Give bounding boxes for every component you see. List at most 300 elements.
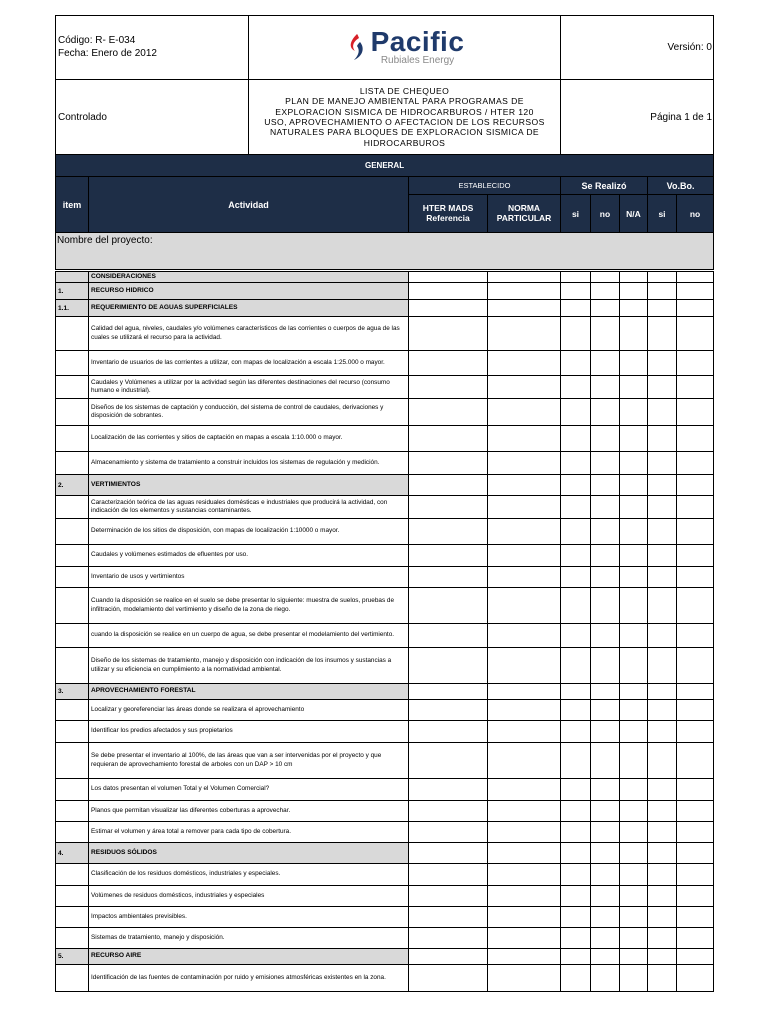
si-check-cell[interactable]: [561, 965, 591, 992]
vobo-si-cell[interactable]: [648, 648, 677, 684]
item-number: [56, 743, 89, 779]
checklist-row: [56, 399, 714, 426]
item-number: [56, 272, 89, 283]
vobo-no-cell[interactable]: [677, 624, 714, 648]
company-logo-subtitle: Rubiales Energy: [380, 55, 455, 66]
norma-particular-cell[interactable]: [488, 965, 561, 992]
hter-mads-cell[interactable]: [409, 864, 488, 886]
si-check-cell[interactable]: [561, 317, 591, 351]
vobo-si-cell[interactable]: [648, 519, 677, 545]
no-check-cell[interactable]: [591, 351, 620, 376]
norma-particular-cell[interactable]: [488, 399, 561, 426]
controlled-label: Controlado: [58, 111, 107, 123]
company-logo-text: Pacific: [370, 26, 465, 57]
item-header: item: [56, 177, 89, 233]
no-check-cell[interactable]: [591, 452, 620, 475]
checklist-row: [56, 965, 714, 992]
code-date-cell: [56, 16, 249, 80]
vobo-si-cell[interactable]: [648, 886, 677, 907]
hter-mads-cell[interactable]: [409, 351, 488, 376]
na-check-cell[interactable]: [620, 300, 648, 317]
na-check-cell[interactable]: [620, 624, 648, 648]
vobo-no-cell[interactable]: [677, 721, 714, 743]
vobo-no-cell[interactable]: [677, 283, 714, 300]
hter-mads-cell[interactable]: [409, 743, 488, 779]
norma-particular-cell[interactable]: [488, 721, 561, 743]
hter-mads-cell[interactable]: [409, 779, 488, 801]
na-check-cell[interactable]: [620, 283, 648, 300]
activity-text: Diseños de los sistemas de captación y conducción, del sistema de control de caudales, derivaciones y disposición de sobrantes.: [89, 399, 409, 426]
na-check-cell[interactable]: [620, 928, 648, 949]
vobo-no-cell[interactable]: [677, 300, 714, 317]
title-line: NATURALES PARA BLOQUES DE EXPLORACION SISMICA DE: [269, 127, 540, 138]
norma-particular-header: [488, 195, 561, 233]
checklist-row: [56, 317, 714, 351]
na-check-cell[interactable]: [620, 496, 648, 519]
si-check-cell[interactable]: [561, 545, 591, 567]
na-check-cell[interactable]: [620, 317, 648, 351]
hter-mads-cell[interactable]: [409, 949, 488, 965]
vobo-si-cell[interactable]: [648, 684, 677, 700]
project-name-label: Nombre del proyecto:: [57, 235, 153, 246]
vobo-no-cell[interactable]: [677, 545, 714, 567]
si-check-cell[interactable]: [561, 886, 591, 907]
vobo-si-cell[interactable]: [648, 376, 677, 399]
hter-mads-cell[interactable]: [409, 475, 488, 496]
vobo-si-cell[interactable]: [648, 588, 677, 624]
vobo-no-cell[interactable]: [677, 496, 714, 519]
norma-particular-cell[interactable]: [488, 376, 561, 399]
item-number: [56, 700, 89, 721]
na-check-cell[interactable]: [620, 272, 648, 283]
no-check-cell[interactable]: [591, 399, 620, 426]
hter-mads-cell[interactable]: [409, 684, 488, 700]
si-check-cell[interactable]: [561, 700, 591, 721]
checklist-row: [56, 496, 714, 519]
vobo-no-cell[interactable]: [677, 928, 714, 949]
no-check-cell[interactable]: [591, 928, 620, 949]
item-number: [56, 496, 89, 519]
vobo-si-cell[interactable]: [648, 949, 677, 965]
norma-particular-cell[interactable]: [488, 496, 561, 519]
hter-mads-cell[interactable]: [409, 928, 488, 949]
checklist-row: [56, 886, 714, 907]
vobo-no-cell[interactable]: [677, 519, 714, 545]
hter-mads-cell[interactable]: [409, 399, 488, 426]
no-check-cell[interactable]: [591, 949, 620, 965]
hter-mads-cell[interactable]: [409, 283, 488, 300]
si-check-cell[interactable]: [561, 351, 591, 376]
hter-mads-cell[interactable]: [409, 822, 488, 843]
document-title: [249, 80, 561, 155]
vobo-no-cell[interactable]: [677, 426, 714, 452]
document-date: Fecha: Enero de 2012: [58, 47, 157, 59]
hter-mads-cell[interactable]: [409, 648, 488, 684]
checklist-row: [56, 721, 714, 743]
na-check-cell[interactable]: [620, 843, 648, 864]
activity-text: Inventario de usos y vertimientos: [89, 567, 409, 588]
vobo-si-cell[interactable]: [648, 624, 677, 648]
section-title: APROVECHAMIENTO FORESTAL: [89, 684, 409, 700]
si-check-cell[interactable]: [561, 519, 591, 545]
vobo-si-cell[interactable]: [648, 545, 677, 567]
norma-particular-cell[interactable]: [488, 743, 561, 779]
no-check-cell[interactable]: [591, 648, 620, 684]
si-check-cell[interactable]: [561, 684, 591, 700]
si-check-cell[interactable]: [561, 496, 591, 519]
vobo-si-cell[interactable]: [648, 317, 677, 351]
item-number: [56, 545, 89, 567]
vobo-si-cell[interactable]: [648, 475, 677, 496]
checklist-row: [56, 700, 714, 721]
na-check-cell[interactable]: [620, 684, 648, 700]
vobo-no-cell[interactable]: [677, 949, 714, 965]
hter-mads-cell[interactable]: [409, 545, 488, 567]
activity-text: Almacenamiento y sistema de tratamiento a construir incluidos los sistemas de regulación y medición.: [89, 452, 409, 475]
si-check-cell[interactable]: [561, 843, 591, 864]
hter-mads-cell[interactable]: [409, 426, 488, 452]
na-check-cell[interactable]: [620, 351, 648, 376]
vobo-no-cell[interactable]: [677, 648, 714, 684]
norma-particular-cell[interactable]: [488, 949, 561, 965]
general-header: [56, 155, 714, 177]
vobo-si-cell[interactable]: [648, 351, 677, 376]
vobo-si-cell[interactable]: [648, 496, 677, 519]
na-check-cell[interactable]: [620, 588, 648, 624]
na-check-cell[interactable]: [620, 519, 648, 545]
hter-mads-cell[interactable]: [409, 272, 488, 283]
no-check-cell[interactable]: [591, 907, 620, 928]
hter-mads-cell[interactable]: [409, 317, 488, 351]
na-check-cell[interactable]: [620, 376, 648, 399]
checklist-row: [56, 519, 714, 545]
no-check-cell[interactable]: [591, 519, 620, 545]
item-number: [56, 801, 89, 822]
na-check-cell[interactable]: [620, 907, 648, 928]
norma-particular-cell[interactable]: [488, 684, 561, 700]
vobo-si-cell[interactable]: [648, 743, 677, 779]
activity-text: Localización de las corrientes y sitios de captación en mapas a escala 1:10.000 o mayor.: [89, 426, 409, 452]
na-check-cell[interactable]: [620, 567, 648, 588]
hter-mads-cell[interactable]: [409, 376, 488, 399]
norma-particular-cell[interactable]: [488, 452, 561, 475]
hter-mads-cell[interactable]: [409, 886, 488, 907]
norma-particular-cell[interactable]: [488, 475, 561, 496]
item-number: [56, 351, 89, 376]
title-line: USO, APROVECHAMIENTO O AFECTACION DE LOS RECURSOS: [264, 117, 545, 127]
norma-particular-cell[interactable]: [488, 588, 561, 624]
si-check-cell[interactable]: [561, 801, 591, 822]
no-check-cell[interactable]: [591, 843, 620, 864]
si-header: si: [561, 195, 591, 233]
si-check-cell[interactable]: [561, 648, 591, 684]
norma-particular-cell[interactable]: [488, 272, 561, 283]
hter-mads-cell[interactable]: [409, 907, 488, 928]
vobo-no-header: no: [677, 195, 714, 233]
vobo-si-cell[interactable]: [648, 965, 677, 992]
norma-line: NORMA: [507, 202, 541, 213]
vobo-no-cell[interactable]: [677, 475, 714, 496]
si-check-cell[interactable]: [561, 949, 591, 965]
hter-mads-cell[interactable]: [409, 567, 488, 588]
na-check-cell[interactable]: [620, 648, 648, 684]
item-number: 2.: [56, 475, 89, 496]
si-check-cell[interactable]: [561, 300, 591, 317]
norma-particular-cell[interactable]: [488, 519, 561, 545]
checklist-row: [56, 545, 714, 567]
approval-header: Vo.Bo.: [648, 177, 714, 195]
norma-particular-cell[interactable]: [488, 624, 561, 648]
no-check-cell[interactable]: [591, 822, 620, 843]
vobo-no-cell[interactable]: [677, 399, 714, 426]
no-check-cell[interactable]: [591, 300, 620, 317]
checklist-row: [56, 351, 714, 376]
hter-line: HTER MADS: [422, 202, 474, 213]
no-check-cell[interactable]: [591, 886, 620, 907]
vobo-no-cell[interactable]: [677, 743, 714, 779]
section-row: [56, 272, 714, 283]
na-check-cell[interactable]: [620, 743, 648, 779]
vobo-no-cell[interactable]: [677, 452, 714, 475]
si-check-cell[interactable]: [561, 475, 591, 496]
norma-particular-cell[interactable]: [488, 567, 561, 588]
na-check-cell[interactable]: [620, 801, 648, 822]
si-check-cell[interactable]: [561, 624, 591, 648]
norma-particular-cell[interactable]: [488, 864, 561, 886]
section-row: [56, 684, 714, 700]
item-number: [56, 928, 89, 949]
activity-text: Caudales y volúmenes estimados de efluentes por uso.: [89, 545, 409, 567]
general-label: GENERAL: [364, 161, 405, 170]
hter-mads-cell[interactable]: [409, 965, 488, 992]
no-check-cell[interactable]: [591, 496, 620, 519]
norma-particular-cell[interactable]: [488, 928, 561, 949]
vobo-si-cell[interactable]: [648, 721, 677, 743]
norma-particular-cell[interactable]: [488, 300, 561, 317]
na-check-cell[interactable]: [620, 452, 648, 475]
no-check-cell[interactable]: [591, 801, 620, 822]
norma-particular-cell[interactable]: [488, 700, 561, 721]
vobo-si-cell[interactable]: [648, 399, 677, 426]
activity-text: Clasificación de los residuos domésticos, industriales y especiales.: [89, 864, 409, 886]
vobo-no-cell[interactable]: [677, 351, 714, 376]
norma-particular-cell[interactable]: [488, 801, 561, 822]
vobo-no-cell[interactable]: [677, 700, 714, 721]
section-row: [56, 843, 714, 864]
hter-mads-cell[interactable]: [409, 624, 488, 648]
no-check-cell[interactable]: [591, 743, 620, 779]
vobo-no-cell[interactable]: [677, 843, 714, 864]
no-check-cell[interactable]: [591, 475, 620, 496]
no-check-cell[interactable]: [591, 426, 620, 452]
pacific-flame-icon: [345, 32, 367, 62]
vobo-si-cell[interactable]: [648, 822, 677, 843]
si-check-cell[interactable]: [561, 822, 591, 843]
si-check-cell[interactable]: [561, 779, 591, 801]
item-number: 3.: [56, 684, 89, 700]
no-check-cell[interactable]: [591, 700, 620, 721]
item-number: [56, 452, 89, 475]
si-check-cell[interactable]: [561, 399, 591, 426]
si-check-cell[interactable]: [561, 864, 591, 886]
vobo-si-cell[interactable]: [648, 907, 677, 928]
hter-mads-cell[interactable]: [409, 588, 488, 624]
vobo-no-cell[interactable]: [677, 317, 714, 351]
vobo-si-cell[interactable]: [648, 928, 677, 949]
section-title: RECURSO AIRE: [89, 949, 409, 965]
section-title: CONSIDERACIONES: [89, 272, 409, 283]
norma-particular-cell[interactable]: [488, 426, 561, 452]
si-check-cell[interactable]: [561, 272, 591, 283]
na-check-cell[interactable]: [620, 822, 648, 843]
na-check-cell[interactable]: [620, 475, 648, 496]
vobo-si-cell[interactable]: [648, 300, 677, 317]
vobo-no-cell[interactable]: [677, 886, 714, 907]
no-check-cell[interactable]: [591, 864, 620, 886]
activity-text: Planos que permitan visualizar las diferentes coberturas a aprovechar.: [89, 801, 409, 822]
na-check-cell[interactable]: [620, 864, 648, 886]
no-check-cell[interactable]: [591, 272, 620, 283]
item-number: 1.1.: [56, 300, 89, 317]
norma-particular-cell[interactable]: [488, 317, 561, 351]
vobo-no-cell[interactable]: [677, 376, 714, 399]
checklist-row: [56, 452, 714, 475]
vobo-si-cell[interactable]: [648, 700, 677, 721]
si-check-cell[interactable]: [561, 743, 591, 779]
na-check-cell[interactable]: [620, 721, 648, 743]
si-check-cell[interactable]: [561, 588, 591, 624]
activity-text: Los datos presentan el volumen Total y el Volumen Comercial?: [89, 779, 409, 801]
norma-particular-cell[interactable]: [488, 886, 561, 907]
norma-particular-cell[interactable]: [488, 779, 561, 801]
vobo-si-cell[interactable]: [648, 283, 677, 300]
no-check-cell[interactable]: [591, 684, 620, 700]
vobo-si-header: si: [648, 195, 677, 233]
si-check-cell[interactable]: [561, 567, 591, 588]
hter-mads-cell[interactable]: [409, 300, 488, 317]
vobo-no-cell[interactable]: [677, 567, 714, 588]
no-check-cell[interactable]: [591, 721, 620, 743]
activity-text: Caracterización teórica de las aguas residuales domésticas e industriales que producirá la actividad, con indicación de los elementos y sustancias contaminantes.: [89, 496, 409, 519]
item-number: [56, 317, 89, 351]
checklist-row: [56, 864, 714, 886]
vobo-si-cell[interactable]: [648, 452, 677, 475]
norma-particular-cell[interactable]: [488, 283, 561, 300]
no-check-cell[interactable]: [591, 588, 620, 624]
section-title: REQUERIMIENTO DE AGUAS SUPERFICIALES: [89, 300, 409, 317]
hter-mads-cell[interactable]: [409, 801, 488, 822]
item-number: 4.: [56, 843, 89, 864]
hter-mads-header: [409, 195, 488, 233]
no-check-cell[interactable]: [591, 779, 620, 801]
si-check-cell[interactable]: [561, 452, 591, 475]
na-header: N/A: [620, 195, 648, 233]
activity-text: Caudales y Volúmenes a utilizar por la actividad según las diferentes destinaciones del recurso (consumo humano e industrial).: [89, 376, 409, 399]
norma-particular-cell[interactable]: [488, 351, 561, 376]
norma-particular-cell[interactable]: [488, 907, 561, 928]
controlled-cell: [56, 80, 249, 155]
vobo-si-cell[interactable]: [648, 567, 677, 588]
no-check-cell[interactable]: [591, 965, 620, 992]
no-check-cell[interactable]: [591, 545, 620, 567]
si-check-cell[interactable]: [561, 907, 591, 928]
vobo-si-cell[interactable]: [648, 801, 677, 822]
norma-particular-cell[interactable]: [488, 822, 561, 843]
si-check-cell[interactable]: [561, 928, 591, 949]
activity-text: Diseño de los sistemas de tratamiento, manejo y disposición con indicación de los insumos y sustancias a utilizar y su eficiencia en cumplimiento a la normatividad ambiental.: [89, 648, 409, 684]
item-number: 1.: [56, 283, 89, 300]
hter-mads-cell[interactable]: [409, 843, 488, 864]
na-check-cell[interactable]: [620, 426, 648, 452]
section-title: RECURSO HIDRICO: [89, 283, 409, 300]
activity-text: Inventario de usuarios de las corrientes a utilizar, con mapas de localización a escala 1:25.000 o mayor.: [89, 351, 409, 376]
section-title: RESIDUOS SÓLIDOS: [89, 843, 409, 864]
hter-mads-cell[interactable]: [409, 452, 488, 475]
activity-text: Se debe presentar el inventario al 100%, de las áreas que van a ser intervenidas por el proyecto y que requieran de aprovechamiento forestal de arboles con un DAP > 10 cm: [89, 743, 409, 779]
checklist-row: [56, 779, 714, 801]
vobo-no-cell[interactable]: [677, 588, 714, 624]
vobo-no-cell[interactable]: [677, 822, 714, 843]
hter-mads-cell[interactable]: [409, 700, 488, 721]
vobo-no-cell[interactable]: [677, 864, 714, 886]
na-check-cell[interactable]: [620, 545, 648, 567]
item-number: [56, 965, 89, 992]
item-number: [56, 721, 89, 743]
checklist-row: [56, 376, 714, 399]
no-check-cell[interactable]: [591, 624, 620, 648]
vobo-no-cell[interactable]: [677, 907, 714, 928]
vobo-no-cell[interactable]: [677, 684, 714, 700]
vobo-si-cell[interactable]: [648, 864, 677, 886]
norma-particular-cell[interactable]: [488, 843, 561, 864]
si-check-cell[interactable]: [561, 376, 591, 399]
hter-mads-cell[interactable]: [409, 496, 488, 519]
no-check-cell[interactable]: [591, 376, 620, 399]
na-check-cell[interactable]: [620, 779, 648, 801]
item-number: [56, 399, 89, 426]
project-name-field[interactable]: [56, 233, 714, 270]
activity-header: Actividad: [89, 177, 409, 233]
na-check-cell[interactable]: [620, 399, 648, 426]
vobo-si-cell[interactable]: [648, 779, 677, 801]
vobo-no-cell[interactable]: [677, 965, 714, 992]
na-check-cell[interactable]: [620, 949, 648, 965]
vobo-no-cell[interactable]: [677, 272, 714, 283]
si-check-cell[interactable]: [561, 721, 591, 743]
si-check-cell[interactable]: [561, 283, 591, 300]
no-check-cell[interactable]: [591, 317, 620, 351]
checklist-table: [55, 154, 714, 992]
si-check-cell[interactable]: [561, 426, 591, 452]
checklist-row: [56, 588, 714, 624]
item-number: [56, 886, 89, 907]
na-check-cell[interactable]: [620, 886, 648, 907]
na-check-cell[interactable]: [620, 965, 648, 992]
na-check-cell[interactable]: [620, 700, 648, 721]
hter-mads-cell[interactable]: [409, 519, 488, 545]
vobo-si-cell[interactable]: [648, 843, 677, 864]
no-check-cell[interactable]: [591, 283, 620, 300]
hter-mads-cell[interactable]: [409, 721, 488, 743]
vobo-si-cell[interactable]: [648, 426, 677, 452]
no-check-cell[interactable]: [591, 567, 620, 588]
norma-particular-cell[interactable]: [488, 648, 561, 684]
vobo-no-cell[interactable]: [677, 779, 714, 801]
logo-cell: [249, 16, 561, 80]
vobo-si-cell[interactable]: [648, 272, 677, 283]
norma-particular-cell[interactable]: [488, 545, 561, 567]
vobo-no-cell[interactable]: [677, 801, 714, 822]
